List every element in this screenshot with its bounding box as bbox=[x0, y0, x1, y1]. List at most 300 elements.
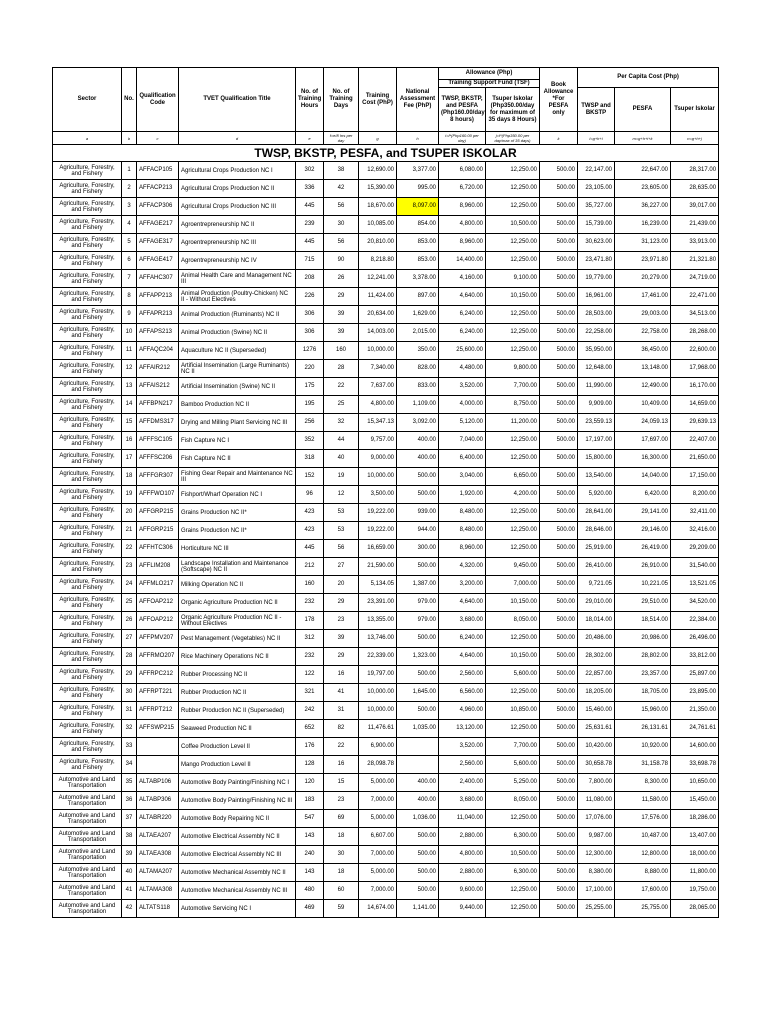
per-capita-tsuper: 28,635.00 bbox=[671, 180, 719, 198]
qualification-title: Animal Health Care and Management NC III bbox=[179, 270, 296, 288]
training-hours: 178 bbox=[296, 612, 324, 630]
per-capita-tsuper: 22,471.00 bbox=[671, 288, 719, 306]
per-capita-tsuper: 33,812.00 bbox=[671, 648, 719, 666]
training-days: 38 bbox=[324, 162, 359, 180]
training-hours: 306 bbox=[296, 324, 324, 342]
training-days: 53 bbox=[324, 522, 359, 540]
header-sector: Sector bbox=[53, 68, 122, 132]
per-capita-twsp: 5,920.00 bbox=[578, 486, 615, 504]
assessment-fee bbox=[397, 756, 439, 774]
per-capita-twsp: 20,486.00 bbox=[578, 630, 615, 648]
row-number: 13 bbox=[122, 378, 137, 396]
assessment-fee: 500.00 bbox=[397, 468, 439, 486]
twsp-allowance: 3,200.00 bbox=[439, 576, 486, 594]
sector-cell: Agriculture, Forestry, and Fishery bbox=[53, 414, 122, 432]
header-assessment: National Assessment Fee (PhP) bbox=[397, 68, 439, 132]
training-cost: 12,241.00 bbox=[359, 270, 397, 288]
tsuper-allowance: 12,250.00 bbox=[486, 882, 540, 900]
training-days: 56 bbox=[324, 198, 359, 216]
row-number: 20 bbox=[122, 504, 137, 522]
book-allowance: 500.00 bbox=[540, 756, 578, 774]
training-hours: 143 bbox=[296, 828, 324, 846]
per-capita-pesfa: 10,409.00 bbox=[615, 396, 671, 414]
per-capita-twsp: 11,990.00 bbox=[578, 378, 615, 396]
training-hours: 160 bbox=[296, 576, 324, 594]
twsp-allowance: 8,960.00 bbox=[439, 198, 486, 216]
row-number: 26 bbox=[122, 612, 137, 630]
book-allowance: 500.00 bbox=[540, 414, 578, 432]
qualification-code: ALTAEA308 bbox=[137, 846, 179, 864]
assessment-fee: 500.00 bbox=[397, 846, 439, 864]
per-capita-pesfa: 31,123.00 bbox=[615, 234, 671, 252]
per-capita-tsuper: 29,639.13 bbox=[671, 414, 719, 432]
per-capita-pesfa: 36,450.00 bbox=[615, 342, 671, 360]
training-cost: 5,134.05 bbox=[359, 576, 397, 594]
assessment-fee: 944.00 bbox=[397, 522, 439, 540]
header-pc-tsuper: Tsuper Iskolar bbox=[671, 88, 719, 132]
per-capita-pesfa: 13,148.00 bbox=[615, 360, 671, 378]
table-row bbox=[53, 738, 719, 756]
assessment-fee: 854.00 bbox=[397, 216, 439, 234]
row-number: 7 bbox=[122, 270, 137, 288]
tsuper-allowance: 12,250.00 bbox=[486, 540, 540, 558]
tsuper-allowance: 4,200.00 bbox=[486, 486, 540, 504]
sector-cell: Agriculture, Forestry, and Fishery bbox=[53, 630, 122, 648]
twsp-allowance: 4,320.00 bbox=[439, 558, 486, 576]
per-capita-tsuper: 21,439.00 bbox=[671, 216, 719, 234]
sector-cell: Agriculture, Forestry, and Fishery bbox=[53, 432, 122, 450]
per-capita-pesfa: 36,227.00 bbox=[615, 198, 671, 216]
table-row bbox=[53, 900, 719, 918]
qualification-title: Agricultural Crops Production NC III bbox=[179, 198, 296, 216]
table-row bbox=[53, 522, 719, 540]
book-allowance: 500.00 bbox=[540, 522, 578, 540]
formula-cell: e bbox=[296, 132, 324, 145]
assessment-fee: 300.00 bbox=[397, 540, 439, 558]
per-capita-tsuper: 18,286.00 bbox=[671, 810, 719, 828]
per-capita-twsp: 9,987.00 bbox=[578, 828, 615, 846]
qualification-code: AFFRPT212 bbox=[137, 702, 179, 720]
per-capita-pesfa: 17,576.00 bbox=[615, 810, 671, 828]
qualification-title: Organic Agriculture Production NC II bbox=[179, 594, 296, 612]
assessment-fee: 1,629.00 bbox=[397, 306, 439, 324]
twsp-allowance: 6,080.00 bbox=[439, 162, 486, 180]
qualification-title: Rubber Production NC II bbox=[179, 684, 296, 702]
sector-cell: Agriculture, Forestry, and Fishery bbox=[53, 648, 122, 666]
training-hours: 312 bbox=[296, 630, 324, 648]
assessment-fee: 500.00 bbox=[397, 882, 439, 900]
per-capita-twsp: 17,197.00 bbox=[578, 432, 615, 450]
book-allowance: 500.00 bbox=[540, 576, 578, 594]
row-number: 2 bbox=[122, 180, 137, 198]
training-days: 60 bbox=[324, 882, 359, 900]
per-capita-tsuper: 22,600.00 bbox=[671, 342, 719, 360]
row-number: 27 bbox=[122, 630, 137, 648]
twsp-allowance: 3,040.00 bbox=[439, 468, 486, 486]
formula-cell: f=e/8 hrs per day bbox=[324, 132, 359, 145]
per-capita-tsuper: 22,407.00 bbox=[671, 432, 719, 450]
training-cost: 4,800.00 bbox=[359, 396, 397, 414]
training-days: 56 bbox=[324, 234, 359, 252]
training-cost: 10,000.00 bbox=[359, 468, 397, 486]
twsp-allowance: 2,880.00 bbox=[439, 864, 486, 882]
tsuper-allowance: 12,250.00 bbox=[486, 720, 540, 738]
row-number: 24 bbox=[122, 576, 137, 594]
training-cost: 19,222.00 bbox=[359, 504, 397, 522]
qualification-title: Agroentrepreneurship NC III bbox=[179, 234, 296, 252]
training-hours: 445 bbox=[296, 540, 324, 558]
table-row bbox=[53, 504, 719, 522]
book-allowance: 500.00 bbox=[540, 504, 578, 522]
book-allowance: 500.00 bbox=[540, 774, 578, 792]
formula-cell: h bbox=[397, 132, 439, 145]
header-tsuper: Tsuper Iskolar (Php350.00/day for maximum of 35 days 8 Hours) bbox=[486, 88, 540, 132]
sector-cell: Automotive and Land Transportation bbox=[53, 900, 122, 918]
table-row bbox=[53, 450, 719, 468]
book-allowance: 500.00 bbox=[540, 378, 578, 396]
tsuper-allowance: 6,300.00 bbox=[486, 864, 540, 882]
row-number: 15 bbox=[122, 414, 137, 432]
per-capita-tsuper: 19,750.00 bbox=[671, 882, 719, 900]
qualification-code: AFFLIM208 bbox=[137, 558, 179, 576]
per-capita-tsuper: 18,000.00 bbox=[671, 846, 719, 864]
book-allowance: 500.00 bbox=[540, 846, 578, 864]
qualification-title: Agroentrepreneurship NC II bbox=[179, 216, 296, 234]
per-capita-pesfa: 8,880.00 bbox=[615, 864, 671, 882]
qualification-title: Fish Capture NC I bbox=[179, 432, 296, 450]
per-capita-tsuper: 26,496.00 bbox=[671, 630, 719, 648]
formula-cell: g bbox=[359, 132, 397, 145]
sector-cell: Agriculture, Forestry, and Fishery bbox=[53, 288, 122, 306]
header-cost: Training Cost (PhP) bbox=[359, 68, 397, 132]
training-days: 40 bbox=[324, 450, 359, 468]
per-capita-pesfa: 24,059.13 bbox=[615, 414, 671, 432]
book-allowance: 500.00 bbox=[540, 540, 578, 558]
training-hours: 96 bbox=[296, 486, 324, 504]
per-capita-pesfa: 17,697.00 bbox=[615, 432, 671, 450]
formula-cell: i=f*(Php160.00 per day) bbox=[439, 132, 486, 145]
twsp-allowance: 6,240.00 bbox=[439, 306, 486, 324]
tsuper-allowance: 10,150.00 bbox=[486, 648, 540, 666]
qualification-title: Fishport/Wharf Operation NC I bbox=[179, 486, 296, 504]
table-row bbox=[53, 882, 719, 900]
tsuper-allowance: 12,250.00 bbox=[486, 234, 540, 252]
per-capita-twsp: 19,779.00 bbox=[578, 270, 615, 288]
qualification-code: AFFFSC206 bbox=[137, 450, 179, 468]
table-row bbox=[53, 342, 719, 360]
tsuper-allowance: 9,800.00 bbox=[486, 360, 540, 378]
qualification-code: ALTAMA308 bbox=[137, 882, 179, 900]
tsuper-allowance: 10,850.00 bbox=[486, 702, 540, 720]
row-number: 5 bbox=[122, 234, 137, 252]
qualification-title: Animal Production (Poultry-Chicken) NC II - Without Electives bbox=[179, 288, 296, 306]
table-row bbox=[53, 684, 719, 702]
training-hours: 240 bbox=[296, 846, 324, 864]
per-capita-tsuper: 14,600.00 bbox=[671, 738, 719, 756]
formula-row bbox=[53, 132, 719, 145]
table-row bbox=[53, 306, 719, 324]
twsp-allowance: 2,880.00 bbox=[439, 828, 486, 846]
training-hours: 1276 bbox=[296, 342, 324, 360]
training-hours: 232 bbox=[296, 594, 324, 612]
row-number: 35 bbox=[122, 774, 137, 792]
sector-cell: Agriculture, Forestry, and Fishery bbox=[53, 576, 122, 594]
table-row bbox=[53, 666, 719, 684]
per-capita-twsp: 28,646.00 bbox=[578, 522, 615, 540]
tsuper-allowance: 12,250.00 bbox=[486, 900, 540, 918]
table-row bbox=[53, 234, 719, 252]
training-cost: 18,670.00 bbox=[359, 198, 397, 216]
assessment-fee: 500.00 bbox=[397, 486, 439, 504]
per-capita-tsuper: 14,659.00 bbox=[671, 396, 719, 414]
training-days: 39 bbox=[324, 324, 359, 342]
row-number: 39 bbox=[122, 846, 137, 864]
tsuper-allowance: 12,250.00 bbox=[486, 306, 540, 324]
training-cost: 5,000.00 bbox=[359, 810, 397, 828]
formula-cell: a bbox=[53, 132, 122, 145]
row-number: 18 bbox=[122, 468, 137, 486]
qualification-title: Rice Machinery Operations NC II bbox=[179, 648, 296, 666]
row-number: 41 bbox=[122, 882, 137, 900]
book-allowance: 500.00 bbox=[540, 306, 578, 324]
qualification-title: Rubber Production NC II (Superseded) bbox=[179, 702, 296, 720]
training-hours: 220 bbox=[296, 360, 324, 378]
tsuper-allowance: 12,250.00 bbox=[486, 432, 540, 450]
assessment-fee: 979.00 bbox=[397, 612, 439, 630]
qualification-code: AFFDMS317 bbox=[137, 414, 179, 432]
tsuper-allowance: 7,700.00 bbox=[486, 378, 540, 396]
qualification-title: Animal Production (Ruminants) NC II bbox=[179, 306, 296, 324]
training-days: 29 bbox=[324, 648, 359, 666]
table-row bbox=[53, 216, 719, 234]
table-row bbox=[53, 864, 719, 882]
per-capita-twsp: 25,255.00 bbox=[578, 900, 615, 918]
tsuper-allowance: 10,500.00 bbox=[486, 846, 540, 864]
training-hours: 122 bbox=[296, 666, 324, 684]
training-days: 20 bbox=[324, 576, 359, 594]
training-cost: 16,659.00 bbox=[359, 540, 397, 558]
assessment-fee: 3,378.00 bbox=[397, 270, 439, 288]
per-capita-pesfa: 23,357.00 bbox=[615, 666, 671, 684]
book-allowance: 500.00 bbox=[540, 198, 578, 216]
twsp-allowance: 25,600.00 bbox=[439, 342, 486, 360]
book-allowance: 500.00 bbox=[540, 792, 578, 810]
training-days: 29 bbox=[324, 288, 359, 306]
per-capita-twsp: 28,302.00 bbox=[578, 648, 615, 666]
per-capita-twsp: 8,380.00 bbox=[578, 864, 615, 882]
per-capita-twsp: 35,727.00 bbox=[578, 198, 615, 216]
per-capita-tsuper: 15,450.00 bbox=[671, 792, 719, 810]
twsp-allowance: 6,560.00 bbox=[439, 684, 486, 702]
per-capita-twsp: 9,909.00 bbox=[578, 396, 615, 414]
qualification-code: AFFRPC212 bbox=[137, 666, 179, 684]
training-hours: 143 bbox=[296, 864, 324, 882]
qualification-title: Grains Production NC II* bbox=[179, 522, 296, 540]
assessment-fee: 1,323.00 bbox=[397, 648, 439, 666]
twsp-allowance: 2,400.00 bbox=[439, 774, 486, 792]
book-allowance: 500.00 bbox=[540, 360, 578, 378]
training-hours: 242 bbox=[296, 702, 324, 720]
table-row bbox=[53, 414, 719, 432]
assessment-fee: 2,015.00 bbox=[397, 324, 439, 342]
qualification-title: Agroentrepreneurship NC IV bbox=[179, 252, 296, 270]
tsuper-allowance: 5,250.00 bbox=[486, 774, 540, 792]
training-days: 16 bbox=[324, 666, 359, 684]
tsuper-allowance: 10,150.00 bbox=[486, 594, 540, 612]
formula-cell: j=f*(Php350.00 per day/max of 35 days) bbox=[486, 132, 540, 145]
tsuper-allowance: 6,650.00 bbox=[486, 468, 540, 486]
twsp-allowance: 4,480.00 bbox=[439, 360, 486, 378]
row-number: 42 bbox=[122, 900, 137, 918]
book-allowance: 500.00 bbox=[540, 216, 578, 234]
training-hours: 423 bbox=[296, 504, 324, 522]
twsp-allowance: 11,040.00 bbox=[439, 810, 486, 828]
per-capita-tsuper: 33,913.00 bbox=[671, 234, 719, 252]
training-cost: 13,746.00 bbox=[359, 630, 397, 648]
tsuper-allowance: 5,600.00 bbox=[486, 756, 540, 774]
per-capita-twsp: 22,147.00 bbox=[578, 162, 615, 180]
training-cost: 15,390.00 bbox=[359, 180, 397, 198]
per-capita-twsp: 9,721.05 bbox=[578, 576, 615, 594]
per-capita-tsuper: 32,411.00 bbox=[671, 504, 719, 522]
qualification-code: ALTABP106 bbox=[137, 774, 179, 792]
assessment-fee: 400.00 bbox=[397, 450, 439, 468]
qualification-code: ALTAMA207 bbox=[137, 864, 179, 882]
qualification-code: AFFACP306 bbox=[137, 198, 179, 216]
cost-matrix-table bbox=[52, 67, 719, 918]
twsp-allowance: 2,560.00 bbox=[439, 666, 486, 684]
formula-cell: k bbox=[540, 132, 578, 145]
per-capita-pesfa: 12,490.00 bbox=[615, 378, 671, 396]
twsp-allowance: 4,800.00 bbox=[439, 216, 486, 234]
table-row bbox=[53, 648, 719, 666]
sector-cell: Agriculture, Forestry, and Fishery bbox=[53, 558, 122, 576]
qualification-code: AFFAPR213 bbox=[137, 306, 179, 324]
tsuper-allowance: 9,100.00 bbox=[486, 270, 540, 288]
twsp-allowance: 4,960.00 bbox=[439, 702, 486, 720]
table-row bbox=[53, 576, 719, 594]
per-capita-pesfa: 26,131.61 bbox=[615, 720, 671, 738]
qualification-code: AFFACP105 bbox=[137, 162, 179, 180]
table-row bbox=[53, 360, 719, 378]
per-capita-pesfa: 18,514.00 bbox=[615, 612, 671, 630]
training-days: 23 bbox=[324, 792, 359, 810]
book-allowance: 500.00 bbox=[540, 612, 578, 630]
tsuper-allowance: 10,500.00 bbox=[486, 216, 540, 234]
per-capita-twsp: 22,857.00 bbox=[578, 666, 615, 684]
tsuper-allowance: 10,150.00 bbox=[486, 288, 540, 306]
training-hours: 445 bbox=[296, 234, 324, 252]
per-capita-pesfa: 16,239.00 bbox=[615, 216, 671, 234]
sector-cell: Agriculture, Forestry, and Fishery bbox=[53, 270, 122, 288]
training-cost: 11,476.61 bbox=[359, 720, 397, 738]
per-capita-pesfa: 26,419.00 bbox=[615, 540, 671, 558]
training-cost: 20,634.00 bbox=[359, 306, 397, 324]
per-capita-tsuper: 28,065.00 bbox=[671, 900, 719, 918]
qualification-code bbox=[137, 738, 179, 756]
row-number: 4 bbox=[122, 216, 137, 234]
training-days: 90 bbox=[324, 252, 359, 270]
per-capita-pesfa: 17,461.00 bbox=[615, 288, 671, 306]
per-capita-pesfa: 22,758.00 bbox=[615, 324, 671, 342]
training-hours: 239 bbox=[296, 216, 324, 234]
per-capita-twsp: 10,420.00 bbox=[578, 738, 615, 756]
twsp-allowance: 8,960.00 bbox=[439, 234, 486, 252]
training-hours: 256 bbox=[296, 414, 324, 432]
qualification-code: ALTABP306 bbox=[137, 792, 179, 810]
per-capita-twsp: 16,961.00 bbox=[578, 288, 615, 306]
training-days: 31 bbox=[324, 702, 359, 720]
qualification-title: Agricultural Crops Production NC II bbox=[179, 180, 296, 198]
per-capita-tsuper: 33,698.78 bbox=[671, 756, 719, 774]
per-capita-pesfa: 28,802.00 bbox=[615, 648, 671, 666]
per-capita-tsuper: 11,800.00 bbox=[671, 864, 719, 882]
tsuper-allowance: 12,250.00 bbox=[486, 450, 540, 468]
qualification-title: Mango Production Level II bbox=[179, 756, 296, 774]
qualification-code: ALTATS118 bbox=[137, 900, 179, 918]
training-days: 16 bbox=[324, 756, 359, 774]
training-days: 82 bbox=[324, 720, 359, 738]
qualification-title: Drying and Milling Plant Servicing NC III bbox=[179, 414, 296, 432]
qualification-code: AFFMLO217 bbox=[137, 576, 179, 594]
training-cost: 3,500.00 bbox=[359, 486, 397, 504]
per-capita-twsp: 30,658.78 bbox=[578, 756, 615, 774]
sector-cell: Agriculture, Forestry, and Fishery bbox=[53, 360, 122, 378]
per-capita-pesfa: 29,141.00 bbox=[615, 504, 671, 522]
qualification-title: Automotive Body Painting/Finishing NC I bbox=[179, 774, 296, 792]
per-capita-twsp: 28,503.00 bbox=[578, 306, 615, 324]
qualification-code: AFFHTC306 bbox=[137, 540, 179, 558]
per-capita-pesfa: 15,960.00 bbox=[615, 702, 671, 720]
sector-cell: Agriculture, Forestry, and Fishery bbox=[53, 468, 122, 486]
assessment-fee: 3,377.00 bbox=[397, 162, 439, 180]
per-capita-twsp: 30,623.00 bbox=[578, 234, 615, 252]
training-hours: 232 bbox=[296, 648, 324, 666]
table-row bbox=[53, 828, 719, 846]
per-capita-twsp: 35,950.00 bbox=[578, 342, 615, 360]
training-cost: 21,590.00 bbox=[359, 558, 397, 576]
per-capita-tsuper: 17,150.00 bbox=[671, 468, 719, 486]
training-days: 56 bbox=[324, 540, 359, 558]
sector-cell: Agriculture, Forestry, and Fishery bbox=[53, 252, 122, 270]
training-days: 41 bbox=[324, 684, 359, 702]
training-hours: 195 bbox=[296, 396, 324, 414]
twsp-allowance: 6,720.00 bbox=[439, 180, 486, 198]
qualification-title: Artificial Insemination (Swine) NC II bbox=[179, 378, 296, 396]
training-cost: 23,391.00 bbox=[359, 594, 397, 612]
table-row bbox=[53, 594, 719, 612]
row-number: 33 bbox=[122, 738, 137, 756]
training-days: 30 bbox=[324, 216, 359, 234]
training-hours: 321 bbox=[296, 684, 324, 702]
table-row bbox=[53, 558, 719, 576]
training-cost: 10,000.00 bbox=[359, 684, 397, 702]
training-cost: 28,098.78 bbox=[359, 756, 397, 774]
row-number: 14 bbox=[122, 396, 137, 414]
training-hours: 212 bbox=[296, 558, 324, 576]
book-allowance: 500.00 bbox=[540, 720, 578, 738]
sector-cell: Agriculture, Forestry, and Fishery bbox=[53, 756, 122, 774]
assessment-fee: 400.00 bbox=[397, 792, 439, 810]
tsuper-allowance: 12,250.00 bbox=[486, 810, 540, 828]
assessment-fee: 3,092.00 bbox=[397, 414, 439, 432]
table-row bbox=[53, 702, 719, 720]
sector-cell: Agriculture, Forestry, and Fishery bbox=[53, 180, 122, 198]
twsp-allowance: 1,920.00 bbox=[439, 486, 486, 504]
table-row bbox=[53, 180, 719, 198]
table-row bbox=[53, 324, 719, 342]
training-days: 15 bbox=[324, 774, 359, 792]
